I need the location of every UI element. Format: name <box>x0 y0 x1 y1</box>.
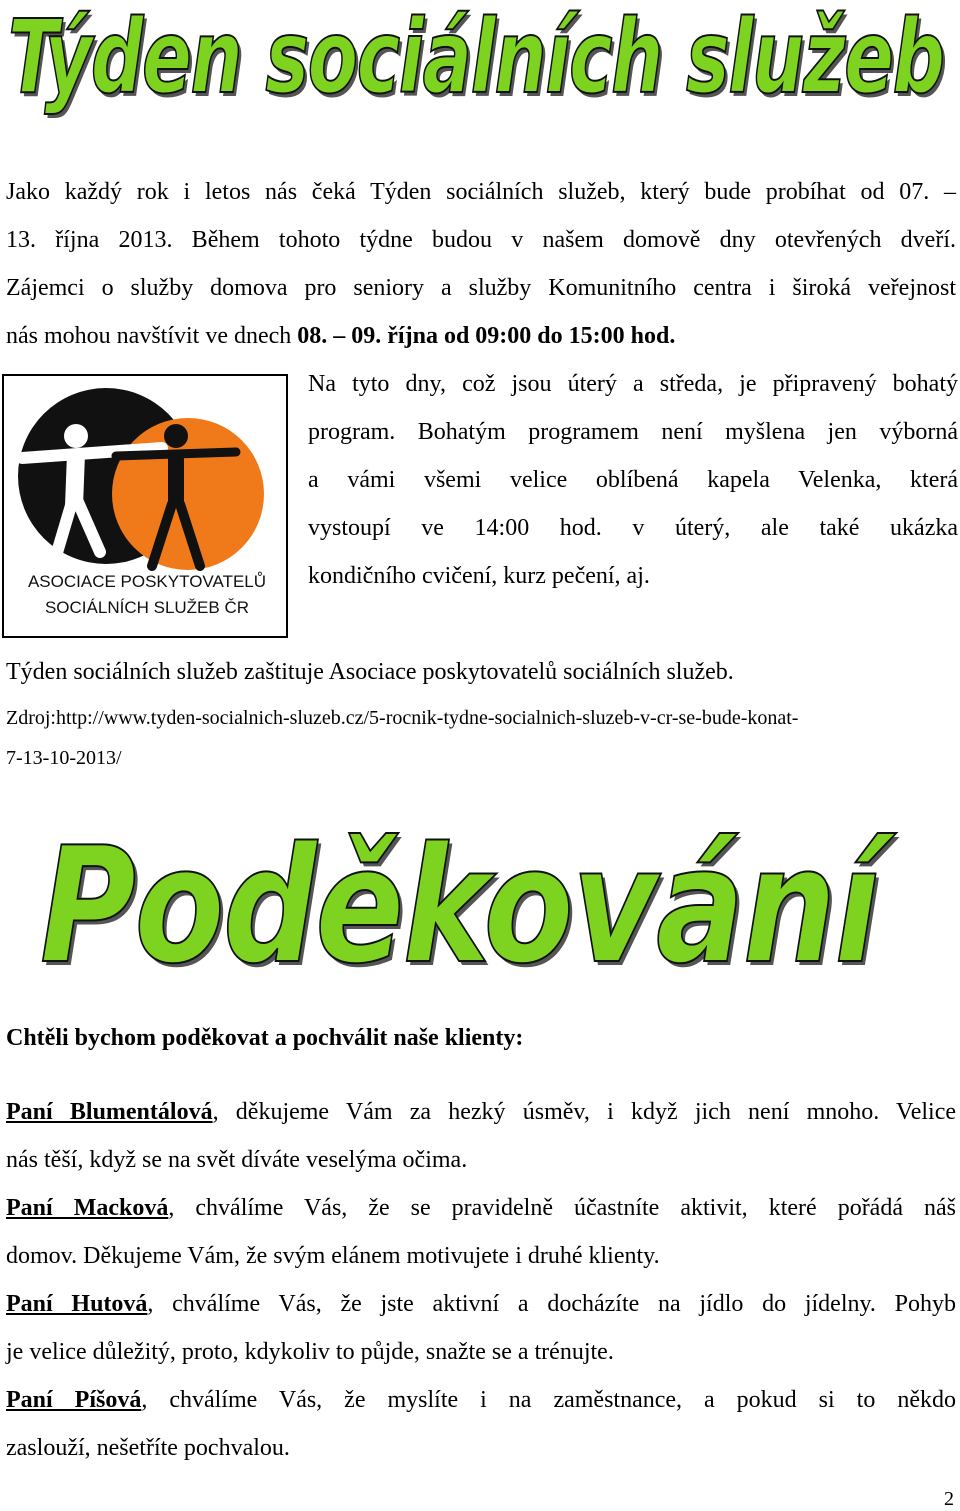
client-3-line-1 <box>6 1280 956 1328</box>
logo-text-line-2: SOCIÁLNÍCH SLUŽEB ČR <box>44 598 250 617</box>
client-3-line-2: je velice důležitý, proto, kdykoliv to půjde, snažte se a trénujte. <box>6 1339 614 1365</box>
client-3-name: Paní Hutová <box>6 1291 148 1317</box>
client-4-name: Paní Píšová <box>6 1387 142 1413</box>
program-line-4: vystoupí ve 14:00 hod. v úterý, ale také ukázka <box>308 515 958 541</box>
source-link-line-1[interactable]: Zdroj:http://www.tyden-socialnich-sluzeb.cz/5-rocnik-tydne-socialnich-sluzeb-v-cr-se-bude-konat- <box>6 707 799 729</box>
patronage-text: Týden sociálních služeb zaštituje Asociace poskytovatelů sociálních služeb. <box>6 659 734 685</box>
apss-logo <box>2 374 288 638</box>
client-4-line-2: zaslouží, nešetříte pochvalou. <box>6 1435 290 1461</box>
logo-text-line-1: ASOCIACE POSKYTOVATELŮ <box>27 572 267 591</box>
intro-line-2: 13. října 2013. Během tohoto týdne budou v našem domově dny otevřených dveří. <box>6 227 956 253</box>
program-line-2: program. Bohatým programem není myšlena jen výborná <box>308 419 958 445</box>
client-1-line-1 <box>6 1088 956 1136</box>
source-link-line-2[interactable]: 7-13-10-2013/ <box>6 747 122 769</box>
open-days-dates: 08. – 09. října od 09:00 do 15:00 hod. <box>297 323 676 349</box>
client-4-text: , chválíme Vás, že myslíte i na zaměstnance, a pokud si to někdo <box>141 1387 956 1413</box>
client-2-line-1 <box>6 1184 956 1232</box>
page-title-banner: Týden sociálních služeb <box>8 0 944 117</box>
client-1-text: , děkujeme Vám za hezký úsměv, i když jich není mnoho. Velice <box>212 1099 956 1125</box>
client-2-name: Paní Macková <box>6 1195 169 1221</box>
logo-orange-circle <box>112 418 264 570</box>
program-line-5: kondičního cvičení, kurz pečení, aj. <box>308 563 650 589</box>
client-2-line-2: domov. Děkujeme Vám, že svým elánem motivujete i druhé klienty. <box>6 1243 660 1269</box>
thanks-banner: Poděkování <box>40 812 878 999</box>
intro-line-3: Zájemci o služby domova pro seniory a služby Komunitního centra i široká veřejnost <box>6 275 956 301</box>
program-line-3: a vámi všemi velice oblíbená kapela Velenka, která <box>308 467 958 493</box>
thanks-intro-text: Chtěli bychom poděkovat a pochválit naše klienty: <box>6 1025 524 1051</box>
intro-line-4 <box>6 312 675 360</box>
client-1-name: Paní Blumentálová <box>6 1099 213 1125</box>
client-2-text: , chválíme Vás, že se pravidelně účastníte aktivit, které pořádá náš <box>168 1195 957 1221</box>
client-4-line-1 <box>6 1376 956 1424</box>
apss-logo-graphic <box>4 376 286 576</box>
thanks-intro <box>6 1014 523 1062</box>
page-number: 2 <box>944 1488 954 1510</box>
program-line-1: Na tyto dny, což jsou úterý a středa, je připravený bohatý <box>308 371 958 397</box>
intro-line-4-start: nás mohou navštívit ve dnech <box>6 323 298 349</box>
client-3-text: , chválíme Vás, že jste aktivní a docházíte na jídlo do jídelny. Pohyb <box>147 1291 957 1317</box>
client-1-line-2: nás těší, když se na svět díváte veselýma očima. <box>6 1147 468 1173</box>
intro-line-1: Jako každý rok i letos nás čeká Týden sociálních služeb, který bude probíhat od 07. – <box>6 179 956 205</box>
